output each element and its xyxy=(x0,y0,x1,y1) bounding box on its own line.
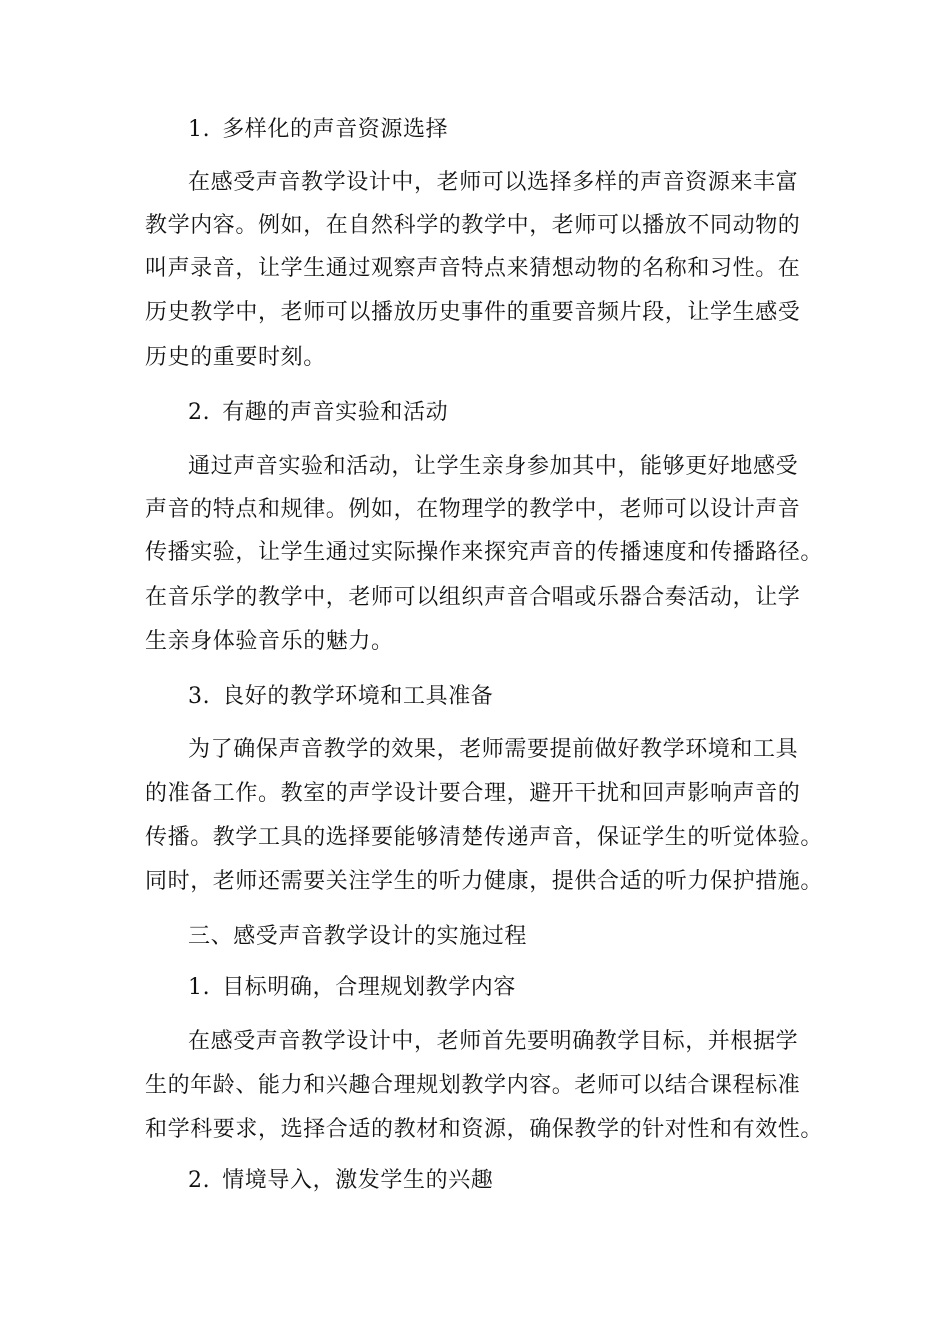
section-heading xyxy=(0,398,950,428)
paragraph-line: 生亲身体验音乐的魅力。 xyxy=(145,629,394,654)
heading-number: 3. xyxy=(188,684,211,709)
paragraph-line: 的准备工作。教室的声学设计要合理，避开干扰和回声影响声音的 xyxy=(145,781,801,806)
paragraph-line: 历史的重要时刻。 xyxy=(145,345,326,370)
section-heading xyxy=(0,115,950,145)
paragraph-line: 同时，老师还需要关注学生的听力健康，提供合适的听力保护措施。 xyxy=(145,869,824,894)
heading-text: 多样化的声音资源选择 xyxy=(222,117,449,142)
heading-number: 1. xyxy=(188,117,211,142)
heading-text: 良好的教学环境和工具准备 xyxy=(222,684,494,709)
paragraph-line: 生的年龄、能力和兴趣合理规划教学内容。老师可以结合课程标准 xyxy=(145,1073,801,1098)
section-heading xyxy=(0,682,950,712)
paragraph-line: 为了确保声音教学的效果，老师需要提前做好教学环境和工具 xyxy=(188,737,799,762)
paragraph-line: 声音的特点和规律。例如，在物理学的教学中，老师可以设计声音 xyxy=(145,497,801,522)
paragraph-line: 历史教学中，老师可以播放历史事件的重要音频片段，让学生感受 xyxy=(145,300,801,325)
section-heading xyxy=(0,973,950,1003)
paragraph-line: 通过声音实验和活动，让学生亲身参加其中，能够更好地感受 xyxy=(188,454,799,479)
heading-number: 2. xyxy=(188,1168,211,1193)
chapter-title: 三、感受声音教学设计的实施过程 xyxy=(188,924,528,949)
paragraph-line: 叫声录音，让学生通过观察声音特点来猜想动物的名称和习性。在 xyxy=(145,256,801,281)
heading-number: 2. xyxy=(188,400,211,425)
heading-text: 有趣的声音实验和活动 xyxy=(222,400,449,425)
paragraph-line: 传播。教学工具的选择要能够清楚传递声音，保证学生的听觉体验。 xyxy=(145,825,824,850)
paragraph-line: 在音乐学的教学中，老师可以组织声音合唱或乐器合奏活动，让学 xyxy=(145,585,801,610)
heading-number: 1. xyxy=(188,975,211,1000)
heading-text: 情境导入，激发学生的兴趣 xyxy=(222,1168,494,1193)
paragraph-line: 传播实验，让学生通过实际操作来探究声音的传播速度和传播路径。 xyxy=(145,540,824,565)
section-heading xyxy=(0,1166,950,1196)
heading-text: 目标明确，合理规划教学内容 xyxy=(222,975,517,1000)
paragraph-line: 在感受声音教学设计中，老师可以选择多样的声音资源来丰富 xyxy=(188,170,799,195)
paragraph-line: 和学科要求，选择合适的教材和资源，确保教学的针对性和有效性。 xyxy=(145,1117,824,1142)
paragraph-line: 在感受声音教学设计中，老师首先要明确教学目标，并根据学 xyxy=(188,1029,799,1054)
paragraph-line: 教学内容。例如，在自然科学的教学中，老师可以播放不同动物的 xyxy=(145,213,801,238)
